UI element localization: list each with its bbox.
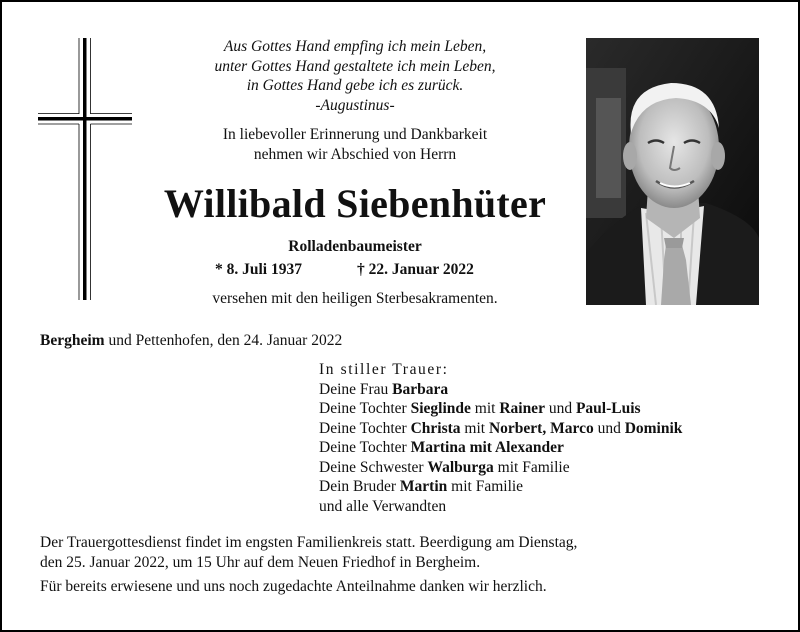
place-name: Bergheim	[40, 332, 105, 349]
mourner-line	[319, 458, 682, 478]
deceased-profession: Rolladenbaumeister	[288, 238, 422, 255]
mourner-name: Walburga	[427, 458, 494, 476]
poem-line: Aus Gottes Hand empfing ich mein Leben,	[223, 38, 487, 55]
connector: mit	[460, 419, 489, 437]
poem-line: unter Gottes Hand gestaltete ich mein Leben,	[214, 57, 496, 75]
place-date-rest: und Pettenhofen, den 24. Januar 2022	[104, 332, 343, 349]
birth-date: * 8. Juli 1937	[215, 261, 302, 278]
mourner-name: Martin	[399, 478, 448, 495]
connector: mit Familie	[493, 458, 570, 476]
mourner-relation: Deine Tochter	[319, 400, 411, 417]
intro-line: In liebevoller Erinnerung und Dankbarkeit	[222, 126, 488, 143]
mourner-relation: Deine Tochter	[319, 419, 411, 437]
thanks-text: Für bereits erwiesene und uns noch zugedachte Anteilnahme danken wir herzlich.	[40, 578, 547, 595]
mourner-name: Barbara	[392, 380, 449, 398]
intro-line: nehmen wir Abschied von Herrn	[253, 145, 457, 163]
mourner-line	[319, 380, 682, 400]
mourner-name: Paul-Luis	[575, 400, 641, 417]
mourners-heading: In stiller Trauer:	[319, 361, 449, 378]
mourner-line	[319, 419, 682, 439]
sacraments-text: versehen mit den heiligen Sterbesakramenten.	[212, 290, 498, 307]
mourner-relation: Deine Schwester	[319, 458, 428, 476]
mourner-line: und alle Verwandten	[319, 497, 447, 515]
place-date	[40, 331, 342, 351]
mourner-relation: Deine Frau	[319, 380, 393, 398]
portrait-photo	[586, 38, 759, 305]
poem-line: in Gottes Hand gebe ich es zurück.	[246, 77, 464, 94]
mourner-line	[319, 438, 682, 458]
mourner-name: Dominik	[624, 419, 683, 437]
deceased-name: Willibald Siebenhüter	[163, 181, 547, 226]
connector: mit Familie	[447, 478, 524, 495]
funeral-line: Der Trauergottesdienst findet im engsten Familienkreis statt. Beerdigung am Dienstag,	[40, 534, 578, 551]
mourner-relation: Dein Bruder	[319, 478, 400, 495]
cross-icon	[38, 38, 132, 300]
funeral-line: den 25. Januar 2022, um 15 Uhr auf dem Neuen Friedhof in Bergheim.	[40, 553, 481, 571]
mourner-line	[319, 399, 682, 419]
poem	[175, 37, 535, 115]
mourner-name: Rainer	[499, 400, 545, 417]
connector: und	[593, 419, 625, 437]
connector: mit	[470, 400, 500, 417]
funeral-info	[40, 533, 760, 572]
mourner-line	[319, 477, 682, 497]
mourners-list	[319, 360, 682, 516]
mourner-name: Sieglinde	[410, 400, 471, 417]
mourner-name: Christa	[410, 419, 461, 437]
poem-author: -Augustinus-	[315, 96, 395, 114]
connector: und	[544, 400, 576, 417]
mourner-name: Martina mit Alexander	[410, 439, 564, 456]
mourner-name: Norbert, Marco	[488, 419, 594, 437]
intro-text	[165, 125, 545, 164]
death-date: † 22. Januar 2022	[357, 261, 474, 278]
mourner-relation: Deine Tochter	[319, 439, 411, 456]
